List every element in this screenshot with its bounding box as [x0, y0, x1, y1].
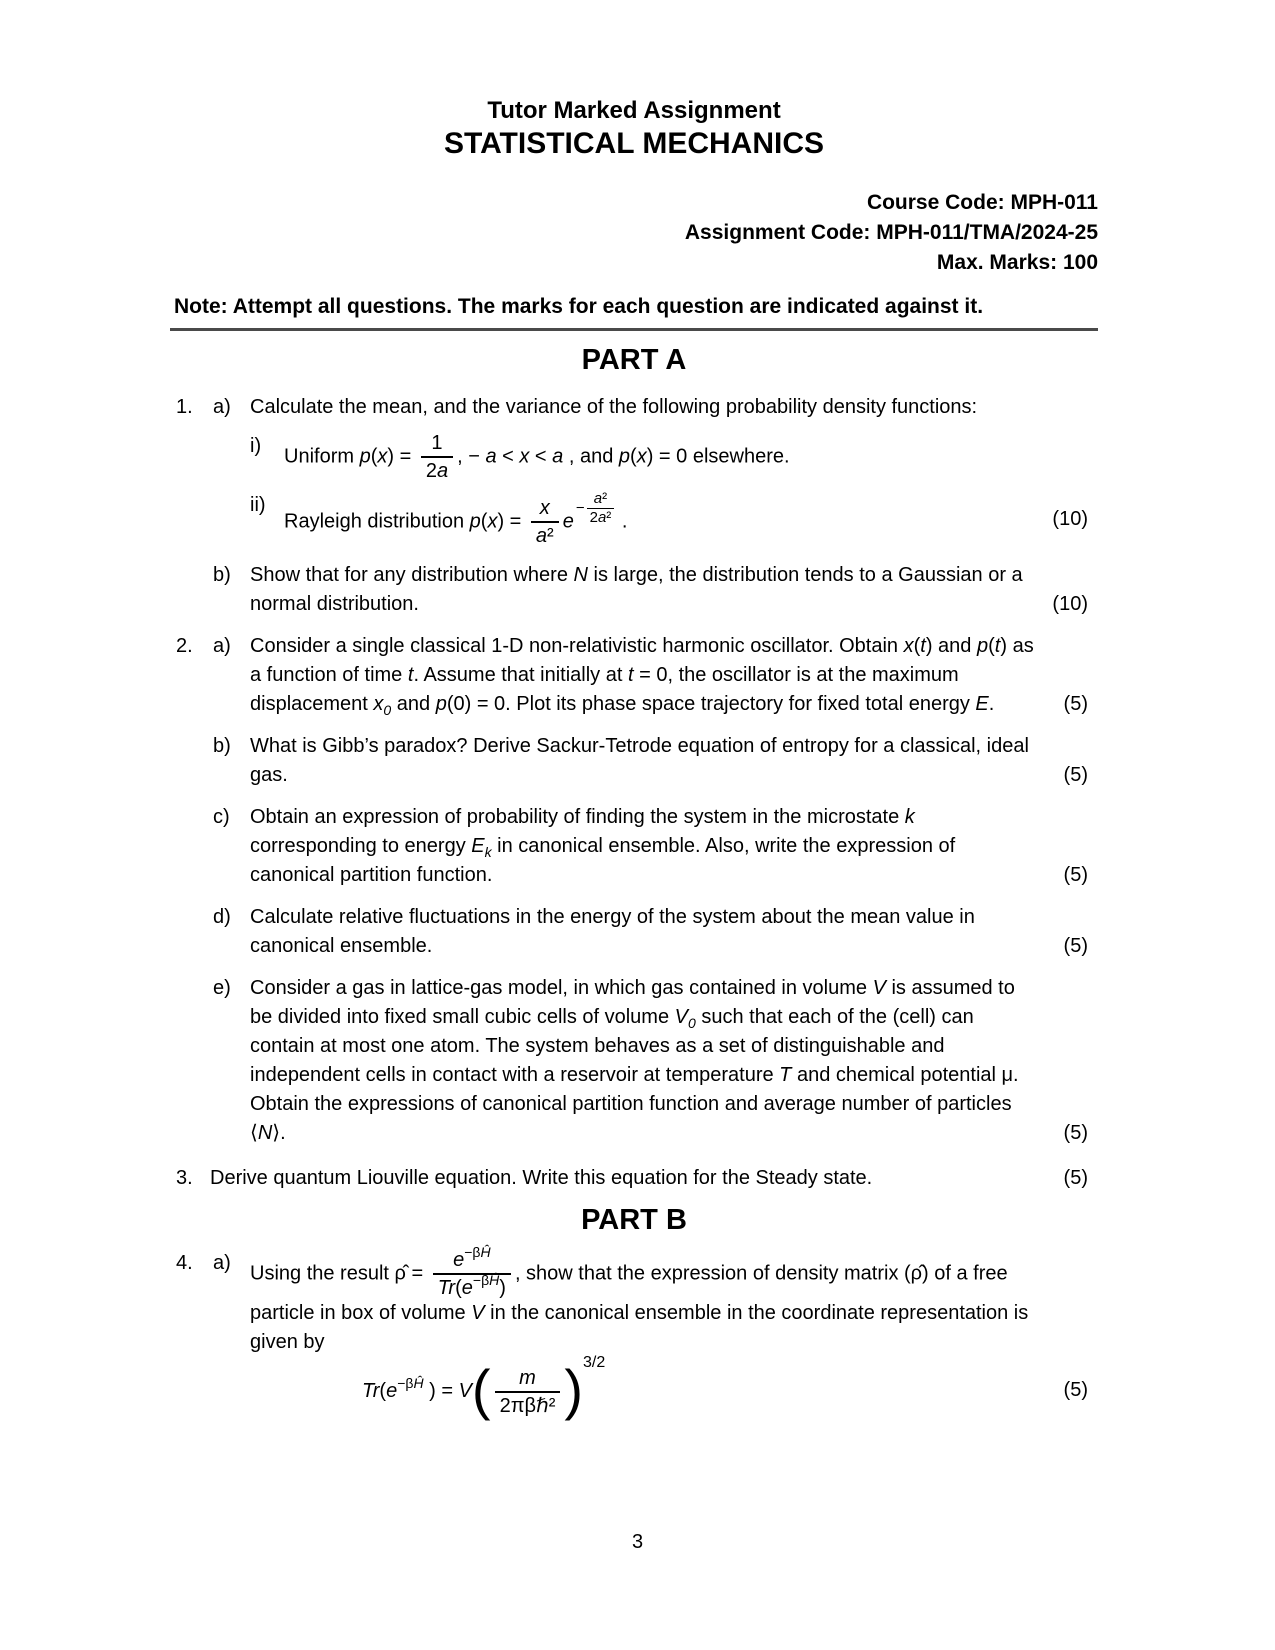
- course-code-line: Course Code: MPH-011: [866, 191, 1098, 214]
- marks-badge: (5): [1063, 1378, 1088, 1401]
- question-text: Consider a gas in lattice-gas model, in which gas contained in volume V is assumed to be divided into fixed small cubic cells of volume $V_0$ such that each of the (cell) can contain at most one atom. The system behaves as a set of distinguishable and independent cells in contact with a reservoir at temperature T and chemical potential μ. Obtain the expressions of canonical partition function and average number of particles ⟨N⟩.: [250, 977, 1019, 1145]
- question-text: What is Gibb’s paradox? Derive Sackur-Tetrode equation of entropy for a classical, ideal gas.: [250, 735, 1029, 787]
- sub-label: i): [250, 435, 262, 457]
- question-letter: b): [213, 735, 231, 758]
- question-text: Consider a single classical 1-D non-relativistic harmonic oscillator. Obtain x(t) and p(t) as a function of time t. Assume that initially at t = 0, the oscillator is at the maximum displacement $x_0$ and p(0) = 0. Plot its phase space trajectory for fixed total energy E.: [250, 635, 1034, 719]
- exponent: − $\frac{\text{a²}}{\text{2a²}}$: [576, 491, 616, 526]
- marks-badge: (5): [1063, 1167, 1088, 1190]
- page-title: Tutor Marked Assignment: [487, 97, 781, 124]
- page-subtitle: STATISTICAL MECHANICS: [444, 127, 824, 160]
- question-2b: [170, 732, 1098, 790]
- question-2e: [170, 974, 1098, 1148]
- question-text: Show that for any distribution where N is large, the distribution tends to a Gaussian or a normal distribution.: [250, 564, 1023, 616]
- note-line: Note: Attempt all questions. The marks for each question are indicated against it.: [170, 278, 1098, 331]
- question-letter: b): [213, 564, 231, 587]
- question-2a: [170, 632, 1098, 719]
- marks-badge: (5): [1063, 935, 1088, 958]
- sub-label: ii): [250, 494, 266, 516]
- question-number: 4.: [176, 1252, 193, 1275]
- page-content: [170, 96, 1098, 1430]
- question-number: 1.: [176, 396, 193, 418]
- question-number: 2.: [176, 635, 193, 658]
- question-number: [170, 903, 208, 961]
- marks-badge: (5): [1063, 693, 1088, 716]
- max-marks-line: Max. Marks: 100: [936, 251, 1098, 274]
- question-text: Calculate the mean, and the variance of the following probability density functions:: [250, 396, 978, 418]
- part-a-heading: PART A: [581, 344, 687, 376]
- fraction: $\frac{m}{\text{2πβℏ²}}$: [495, 1367, 561, 1417]
- question-1a: [170, 393, 1098, 422]
- marks-badge: (5): [1063, 864, 1088, 887]
- question-letter: c): [213, 806, 230, 829]
- marks-badge: (5): [1063, 1122, 1088, 1145]
- question-text: Uniform p(x) = $\frac{1}{2a}$ , − a < x < a , and p(x) = 0 elsewhere.: [284, 432, 790, 482]
- question-4a: [170, 1244, 1098, 1357]
- question-3: [170, 1164, 1098, 1193]
- question-number: [170, 732, 208, 790]
- question-letter: a): [213, 635, 231, 658]
- question-text: Obtain an expression of probability of finding the system in the microstate k corresponding to energy $E_k$ in canonical ensemble. Also, write the expression of canonical partition function.: [250, 806, 956, 887]
- marks-badge: (5): [1063, 764, 1088, 787]
- question-letter: a): [213, 396, 231, 418]
- assignment-code-line: Assignment Code: MPH-011/TMA/2024-25: [684, 221, 1098, 244]
- question-number: [170, 803, 208, 890]
- big-paren: (: [471, 1357, 491, 1421]
- fraction: $\frac{e^{-\beta Ĥ}}{Tr(e^{-\beta Ĥ})}$: [433, 1249, 511, 1299]
- fraction: $\frac{\text{a²}}{\text{2a²}}$: [587, 491, 615, 526]
- question-2c: [170, 803, 1098, 890]
- question-number: [170, 974, 208, 1148]
- question-text: Calculate relative fluctuations in the energy of the system about the mean value in canonical ensemble.: [250, 906, 975, 958]
- part-b-heading: PART B: [581, 1204, 687, 1237]
- question-text: Derive quantum Liouville equation. Write this equation for the Steady state.: [210, 1167, 873, 1190]
- question-text: Rayleigh distribution p(x) = $\frac{x}{\text{a²}}$ e− $\frac{\text{a²}}{\text{2a²}}$ .: [284, 490, 628, 548]
- big-paren: ): [564, 1357, 584, 1421]
- question-letter: a): [213, 1252, 231, 1275]
- marks-badge: (10): [1052, 507, 1088, 530]
- question-1b: [170, 561, 1098, 619]
- question-2d: [170, 903, 1098, 961]
- question-letter: d): [213, 906, 231, 929]
- question-1a-ii: [170, 491, 1098, 547]
- question-letter: e): [213, 977, 231, 1000]
- page-number: 3: [631, 1531, 644, 1553]
- question-number: 3.: [176, 1167, 193, 1190]
- question-1a-i: [170, 432, 1098, 482]
- question-number: [170, 561, 208, 619]
- marks-badge: (10): [1052, 593, 1088, 616]
- question-4a-equation: [170, 1354, 1098, 1421]
- equation: $Tr(e^{-\beta Ĥ}$ ) = V( $\frac{m}{\text{2πβℏ²}}$ )$^{3/2}$: [362, 1354, 606, 1421]
- fraction: $\frac{1}{2a}$: [421, 432, 453, 482]
- fraction: $\frac{x}{\text{a²}}$: [531, 497, 559, 547]
- question-text: Using the result ρ̂ = $\frac{e^{-\beta Ĥ}}{Tr(e^{-\beta Ĥ})}$ , show that the expression of density matrix (ρ̂) of a free particle in box of volume V in the canonical ensemble in the coordinate representation is given by: [250, 1244, 1029, 1354]
